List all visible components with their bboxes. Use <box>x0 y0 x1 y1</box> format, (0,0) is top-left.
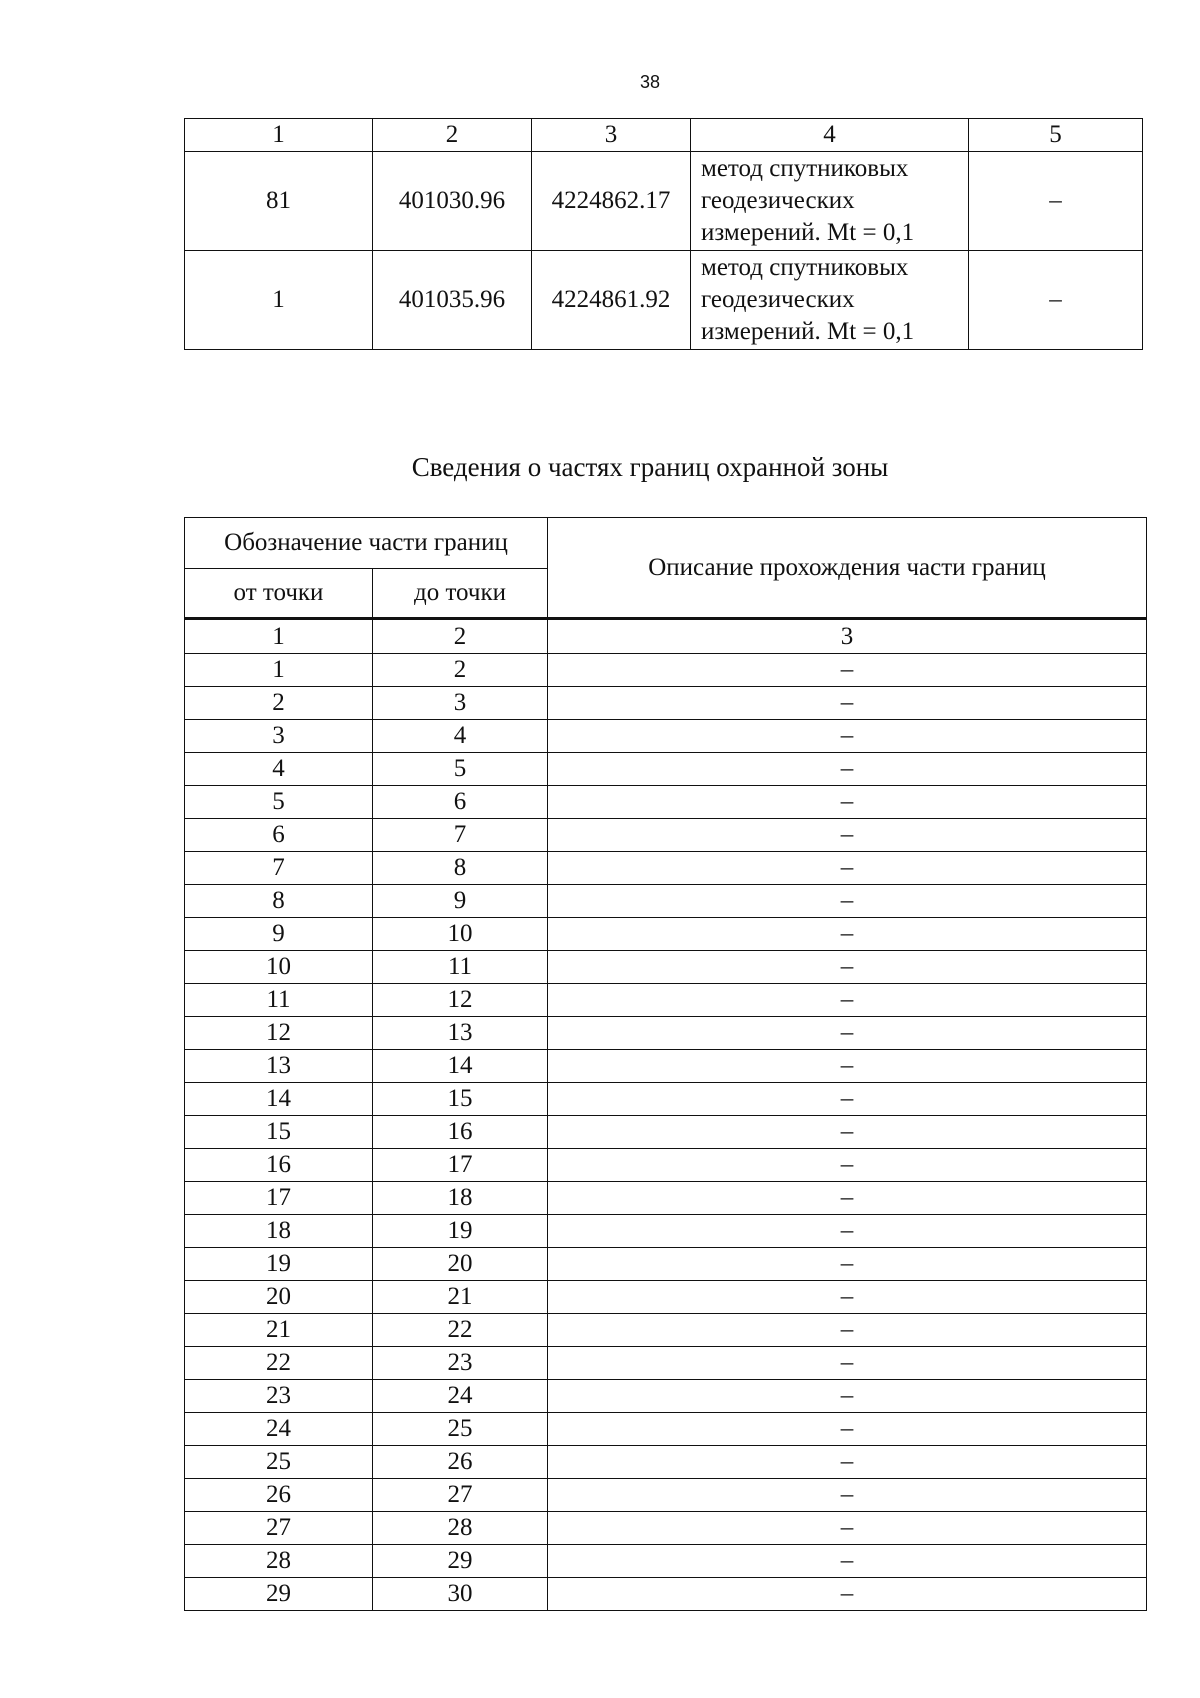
to-point: 17 <box>373 1149 548 1182</box>
point-note: – <box>969 251 1143 350</box>
table-row <box>185 152 1143 251</box>
description: – <box>548 753 1147 786</box>
point-number: 1 <box>185 251 373 350</box>
from-point: 11 <box>185 984 373 1017</box>
to-point: 2 <box>373 654 548 687</box>
table-row <box>185 1446 1147 1479</box>
description: – <box>548 1215 1147 1248</box>
to-point: 26 <box>373 1446 548 1479</box>
table-row <box>185 1479 1147 1512</box>
table-row <box>185 984 1147 1017</box>
method-line: геодезических <box>701 187 855 214</box>
coordinate-y: 4224861.92 <box>532 251 691 350</box>
to-point: 28 <box>373 1512 548 1545</box>
table-row <box>185 1380 1147 1413</box>
method-line: геодезических <box>701 286 855 313</box>
from-point: 18 <box>185 1215 373 1248</box>
from-point: 6 <box>185 819 373 852</box>
to-point: 16 <box>373 1116 548 1149</box>
from-point: 26 <box>185 1479 373 1512</box>
to-point: 23 <box>373 1347 548 1380</box>
table-row <box>185 1215 1147 1248</box>
to-point: 7 <box>373 819 548 852</box>
from-point: 15 <box>185 1116 373 1149</box>
description: – <box>548 1182 1147 1215</box>
description: – <box>548 885 1147 918</box>
description: – <box>548 852 1147 885</box>
column-number: 3 <box>532 119 691 152</box>
method-description <box>691 152 969 251</box>
to-point: 5 <box>373 753 548 786</box>
point-note: – <box>969 152 1143 251</box>
description: – <box>548 1083 1147 1116</box>
table-row <box>185 852 1147 885</box>
description: – <box>548 1413 1147 1446</box>
to-point: 30 <box>373 1578 548 1611</box>
to-point: 24 <box>373 1380 548 1413</box>
description: – <box>548 1248 1147 1281</box>
table-row <box>185 1248 1147 1281</box>
description: – <box>548 819 1147 852</box>
description: – <box>548 918 1147 951</box>
from-point: 3 <box>185 720 373 753</box>
from-point: 28 <box>185 1545 373 1578</box>
table-row <box>185 1512 1147 1545</box>
from-point: 23 <box>185 1380 373 1413</box>
description: – <box>548 654 1147 687</box>
to-point: 29 <box>373 1545 548 1578</box>
coordinates-table <box>184 118 1143 350</box>
table-row <box>185 1050 1147 1083</box>
table-row <box>185 1149 1147 1182</box>
group-header: Обозначение части границ <box>185 518 548 569</box>
to-point-header: до точки <box>373 569 548 619</box>
from-point: 17 <box>185 1182 373 1215</box>
description: – <box>548 1281 1147 1314</box>
from-point: 27 <box>185 1512 373 1545</box>
description: – <box>548 1116 1147 1149</box>
table-row <box>185 786 1147 819</box>
from-point: 13 <box>185 1050 373 1083</box>
to-point: 21 <box>373 1281 548 1314</box>
to-point: 10 <box>373 918 548 951</box>
table-row <box>185 1017 1147 1050</box>
column-number: 1 <box>185 119 373 152</box>
description: – <box>548 1314 1147 1347</box>
table-row <box>185 654 1147 687</box>
page-number: 38 <box>639 72 661 92</box>
to-point: 22 <box>373 1314 548 1347</box>
table-row <box>185 1182 1147 1215</box>
table-row <box>185 951 1147 984</box>
to-point: 13 <box>373 1017 548 1050</box>
to-point: 9 <box>373 885 548 918</box>
table-row <box>185 819 1147 852</box>
table-row <box>185 1578 1147 1611</box>
description: – <box>548 1380 1147 1413</box>
to-point: 19 <box>373 1215 548 1248</box>
from-point: 2 <box>185 687 373 720</box>
description: – <box>548 687 1147 720</box>
method-line: измерений. Mt = 0,1 <box>701 219 915 246</box>
description: – <box>548 1347 1147 1380</box>
from-point: 10 <box>185 951 373 984</box>
table-row <box>185 885 1147 918</box>
to-point: 8 <box>373 852 548 885</box>
description: – <box>548 1512 1147 1545</box>
method-line: измерений. Mt = 0,1 <box>701 318 915 345</box>
to-point: 25 <box>373 1413 548 1446</box>
table-row <box>185 720 1147 753</box>
from-point: 5 <box>185 786 373 819</box>
coordinate-y: 4224862.17 <box>532 152 691 251</box>
table-row <box>185 753 1147 786</box>
description: – <box>548 1050 1147 1083</box>
to-point: 3 <box>373 687 548 720</box>
from-point: 20 <box>185 1281 373 1314</box>
from-point: 1 <box>185 654 373 687</box>
method-line: метод спутниковых <box>701 254 909 281</box>
table-row <box>185 687 1147 720</box>
table-row <box>185 251 1143 350</box>
method-line: метод спутниковых <box>701 155 909 182</box>
from-point: 24 <box>185 1413 373 1446</box>
from-point: 16 <box>185 1149 373 1182</box>
coordinates-header-row <box>185 119 1143 152</box>
column-numbers-row <box>185 619 1147 654</box>
from-point: 29 <box>185 1578 373 1611</box>
coordinate-x: 401030.96 <box>373 152 532 251</box>
column-number: 4 <box>691 119 969 152</box>
coordinate-x: 401035.96 <box>373 251 532 350</box>
from-point: 4 <box>185 753 373 786</box>
from-point: 14 <box>185 1083 373 1116</box>
to-point: 11 <box>373 951 548 984</box>
to-point: 15 <box>373 1083 548 1116</box>
table-row <box>185 1083 1147 1116</box>
description: – <box>548 1017 1147 1050</box>
table-row <box>185 1413 1147 1446</box>
to-point: 12 <box>373 984 548 1017</box>
from-point: 9 <box>185 918 373 951</box>
method-description <box>691 251 969 350</box>
point-number: 81 <box>185 152 373 251</box>
table-row <box>185 1281 1147 1314</box>
table-row <box>185 918 1147 951</box>
to-point: 14 <box>373 1050 548 1083</box>
from-point: 19 <box>185 1248 373 1281</box>
to-point: 6 <box>373 786 548 819</box>
column-number: 2 <box>373 119 532 152</box>
from-point-header: от точки <box>185 569 373 619</box>
to-point: 27 <box>373 1479 548 1512</box>
description-header: Описание прохождения части границ <box>548 518 1147 619</box>
to-point: 20 <box>373 1248 548 1281</box>
description: – <box>548 786 1147 819</box>
from-point: 22 <box>185 1347 373 1380</box>
column-number: 1 <box>185 619 373 654</box>
section-title: Сведения о частях границ охранной зоны <box>411 452 889 482</box>
from-point: 21 <box>185 1314 373 1347</box>
table-row <box>185 1545 1147 1578</box>
boundary-parts-table <box>184 517 1147 1611</box>
description: – <box>548 720 1147 753</box>
to-point: 4 <box>373 720 548 753</box>
description: – <box>548 1578 1147 1611</box>
column-number: 3 <box>548 619 1147 654</box>
description: – <box>548 1545 1147 1578</box>
description: – <box>548 984 1147 1017</box>
from-point: 25 <box>185 1446 373 1479</box>
description: – <box>548 951 1147 984</box>
column-number: 2 <box>373 619 548 654</box>
from-point: 7 <box>185 852 373 885</box>
parts-header-row <box>185 518 1147 569</box>
from-point: 8 <box>185 885 373 918</box>
to-point: 18 <box>373 1182 548 1215</box>
description: – <box>548 1446 1147 1479</box>
parts-body <box>185 654 1147 1611</box>
from-point: 12 <box>185 1017 373 1050</box>
description: – <box>548 1149 1147 1182</box>
table-row <box>185 1347 1147 1380</box>
description: – <box>548 1479 1147 1512</box>
column-number: 5 <box>969 119 1143 152</box>
table-row <box>185 1116 1147 1149</box>
table-row <box>185 1314 1147 1347</box>
